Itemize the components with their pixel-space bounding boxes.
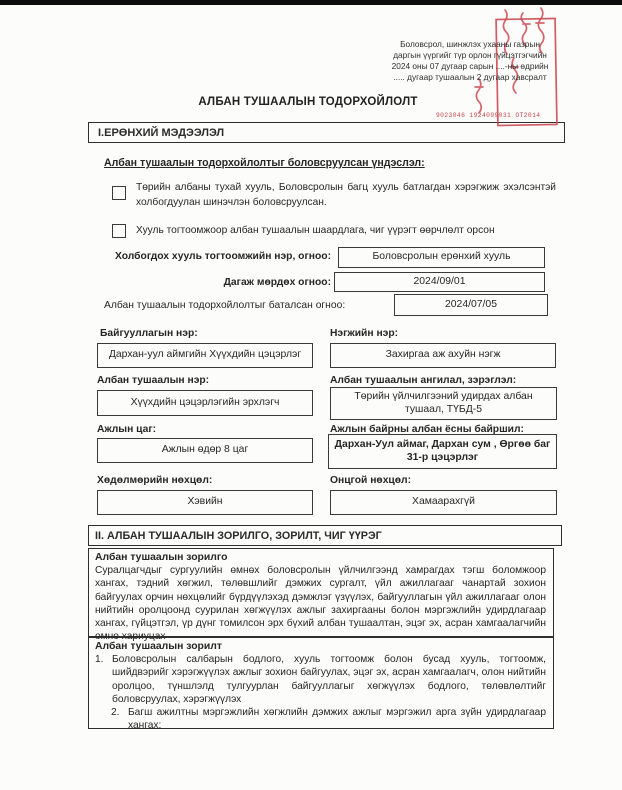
unit-value-box: Захиргаа аж ахуйн нэгж: [330, 343, 556, 368]
special-conditions-value-box: Хамаарахгүй: [330, 490, 557, 515]
objective-text: Боловсролын салбарын бодлого, хууль тогтоомж болон бусад хууль, тогтоомж, шийдвэрийг хэрэгжүүлэх ажлыг зохион байгуулах, эцэг эх, асран хамгаалагч, олон нийтийн оролцоо, түншлэлд тулгуурлан байгууллагыг хөгжүүлэх бодлого, төлөвлөлтийг боловсруулах, хэрэгжүүлэх: [112, 654, 546, 705]
appendix-note: [390, 39, 550, 83]
appendix-note-line: 2024 оны 07 дугаар сарын ....-ны өдрийн: [391, 61, 549, 71]
section1-header: I.ЕРӨНХИЙ МЭДЭЭЛЭЛ: [88, 122, 565, 143]
objective-number: 1.: [95, 654, 104, 665]
class-value-box: Төрийн үйлчилгээний удирдах албан тушаал, ТҮБД-5: [330, 387, 557, 420]
appendix-note-line: ..... дугаар тушаалын 2 дугаар хавсралт: [393, 72, 547, 82]
labor-conditions-value-box: Хэвийн: [97, 490, 313, 515]
objective-item: [95, 653, 546, 706]
appendix-note-line: даргын үүргийг түр орлон гүйцэтгэгчийн: [393, 50, 547, 60]
basis-checkbox-1: [112, 186, 126, 200]
special-conditions-label: Онцгой нөхцөл:: [330, 475, 412, 486]
law-label: Холбогдох хууль тогтоомжийн нэр, огноо:: [115, 251, 331, 262]
basis-checkbox-2: [112, 224, 126, 238]
class-label: Албан тушаалын ангилал, зэрэглэл:: [330, 375, 517, 386]
section2-header: II. АЛБАН ТУШААЛЫН ЗОРИЛГО, ЗОРИЛТ, ЧИГ ҮҮРЭГ: [88, 525, 562, 546]
appendix-note-line: Боловсрол, шинжлэх ухааны газрын: [400, 39, 540, 49]
approved-date-label: Албан тушаалын тодорхойлолтыг баталсан огноо:: [104, 300, 346, 311]
location-label: Ажлын байрны албан ёсны байршил:: [330, 424, 524, 435]
stamp-serial-number: 9023046 1924099031 ОТ2014: [436, 112, 541, 119]
basis-checkbox-1-label: Төрийн албаны тухай хууль, Боловсролын багц хууль батлагдан хэрэгжиж эхэлсэнтэй холбогдуулан шинэчлэн боловсруулсан.: [136, 182, 556, 208]
purpose-title: Албан тушаалын зорилго: [95, 552, 228, 563]
law-value-box: Боловсролын ерөнхий хууль: [338, 247, 545, 268]
org-label: Байгууллагын нэр:: [100, 328, 198, 339]
follow-date-label: Дагаж мөрдөх огноо:: [223, 277, 331, 288]
position-label: Албан тушаалын нэр:: [97, 375, 210, 386]
objectives-box: [88, 637, 554, 732]
approved-date-value-box: 2024/07/05: [394, 294, 548, 316]
objective-number: 2.: [111, 707, 120, 719]
basis-label: Албан тушаалын тодорхойлолтыг боловсруулсан үндэслэл:: [104, 157, 425, 169]
unit-label: Нэгжийн нэр:: [330, 328, 399, 339]
purpose-box: [88, 548, 554, 643]
basis-checkbox-2-label: Хууль тогтоомжоор албан тушаалын шаардлага, чиг үүрэгт өөрчлөлт орсон: [136, 225, 495, 236]
labor-conditions-label: Хөдөлмөрийн нөхцөл:: [97, 475, 213, 486]
position-value-box: Хүүхдийн цэцэрлэгийн эрхлэгч: [97, 390, 313, 416]
objective-text: Багш ажилтны мэргэжлийн хөгжлийн дэмжих ажлыг мэргэжил арга зүйн удирдлагаар хангах:: [128, 707, 546, 732]
hours-value-box: Ажлын өдөр 8 цаг: [97, 438, 313, 463]
document-title: АЛБАН ТУШААЛЫН ТОДОРХОЙЛОЛТ: [198, 96, 418, 108]
hours-label: Ажлын цаг:: [97, 424, 157, 435]
objective-item: [95, 706, 546, 733]
follow-date-value-box: 2024/09/01: [334, 272, 545, 292]
location-value-box: Дархан-Уул аймаг, Дархан сум , Өргөө баг 31-р цэцэрлэг: [328, 434, 557, 469]
org-value-box: Дархан-уул аймгийн Хүүхдийн цэцэрлэг: [97, 343, 313, 368]
objectives-title: Албан тушаалын зорилт: [95, 641, 222, 652]
purpose-text: Суралцагчдыг сургуулийн өмнөх боловсролын үйлчилгээнд хамрагдах тэгш боломжоор хангах, тэдний хөгжил, төлөвшлийг дэмжих сургалт, үйл ажиллагааг чанартай зохион байгуулах орчин нөхцөлийг бүрдүүлэхэд дэмжлэг үзүүлэх, байгууллагын үйл ажиллагааг олон нийтийн оролцоонд суурилан хөгжүүлэх ажлыг захиргааны болон мэргэжлийн удирдлагаар хангах, гүйцэтгэл, үр дүнг томилсон эрх бүхий албан тушаалтан, эцэг эх, асран хамгаалагчийн өмнө хариуцах: [95, 565, 546, 643]
